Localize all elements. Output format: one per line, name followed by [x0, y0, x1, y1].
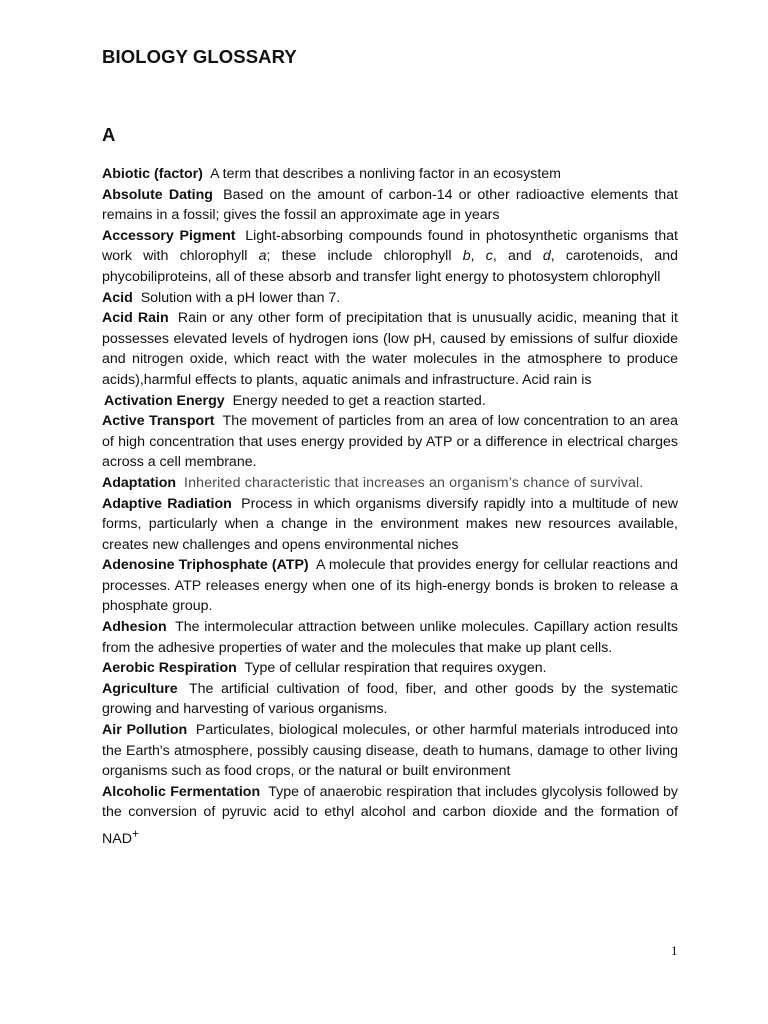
separator: , and — [492, 248, 543, 265]
term: Acid — [102, 289, 133, 306]
definition: Rain or any other form of precipitation that is unusually acidic, meaning that it possesses elevated levels of hydrogen ions (low pH, caused by emissions of sulfur dioxide and nitrogen oxide, which react with the water molecules in the atmosphere to produce acids),harmful effects to plants, aquatic animals and infrastructure. Acid rain is — [102, 310, 678, 388]
term: Activation Energy — [104, 392, 225, 409]
term: Adaptation — [102, 474, 177, 491]
definition: Energy needed to get a reaction started. — [232, 392, 486, 409]
glossary-entries — [102, 164, 678, 849]
glossary-entry-air-pollution — [102, 720, 678, 782]
term: Adhesion — [102, 619, 167, 636]
definition-text: , carotenoids, and phycobiliproteins, all of these absorb and transfer light energy to photosystem chlorophyll — [102, 248, 678, 285]
italic-d: d — [542, 248, 551, 265]
definition: Inherited characteristic that increases an organism’s chance of survival. — [184, 474, 644, 491]
term: Abiotic (factor) — [102, 166, 203, 182]
italic-a: a — [258, 248, 267, 265]
definition: Particulates, biological molecules, or other harmful materials introduced into the Earth's atmosphere, possibly causing disease, death to humans, damage to other living organisms such as food crops, or the natural or built environment — [102, 722, 678, 780]
glossary-entry-absolute-dating — [102, 185, 678, 226]
glossary-entry-aerobic-respiration — [102, 658, 678, 679]
glossary-entry-alcoholic-fermentation — [102, 782, 678, 850]
glossary-entry-atp — [102, 555, 678, 617]
term: Air Pollution — [102, 722, 188, 739]
glossary-entry-accessory-pigment — [102, 226, 678, 288]
definition-text: ; these include chlorophyll — [266, 248, 463, 265]
italic-c: c — [485, 248, 493, 265]
glossary-entry-abiotic — [102, 164, 678, 185]
term: Alcoholic Fermentation — [102, 783, 261, 800]
superscript-plus: + — [131, 826, 139, 840]
glossary-entry-agriculture — [102, 679, 678, 720]
glossary-entry-adhesion — [102, 617, 678, 658]
definition: A term that describes a nonliving factor in an ecosystem — [210, 166, 561, 182]
glossary-entry-active-transport — [102, 411, 678, 473]
definition: Type of cellular respiration that requires oxygen. — [244, 660, 547, 677]
separator: , — [470, 248, 486, 265]
definition-text: Type of anaerobic respiration that includes glycolysis followed by the conversion of pyruvic acid to ethyl alcohol and carbon dioxide and the formation of NAD — [102, 783, 678, 847]
definition: Based on the amount of carbon-14 or other radioactive elements that remains in a fossil; gives the fossil an approximate age in years — [102, 186, 678, 224]
section-heading-a: A — [102, 124, 116, 145]
term: Acid Rain — [102, 310, 169, 327]
definition: A molecule that provides energy for cellular reactions and processes. ATP releases energy when one of its high-energy bonds is broken to release a phosphate group. — [102, 557, 678, 615]
definition-text: Light-absorbing compounds found in photosynthetic organisms that work with chlorophyll — [102, 227, 679, 265]
glossary-entry-acid-rain — [102, 308, 678, 390]
glossary-title: BIOLOGY GLOSSARY — [102, 46, 297, 67]
definition: The artificial cultivation of food, fiber, and other goods by the systematic growing and harvesting of various organisms. — [102, 680, 678, 718]
definition: Solution with a pH lower than 7. — [140, 289, 341, 306]
term: Active Transport — [102, 413, 215, 430]
term: Absolute Dating — [102, 186, 213, 203]
term: Adaptive Radiation — [102, 495, 232, 512]
glossary-entry-adaptation — [102, 473, 678, 494]
glossary-entry-acid — [102, 288, 678, 309]
term: Aerobic Respiration — [102, 660, 237, 677]
glossary-entry-activation-energy — [102, 391, 678, 412]
italic-b: b — [462, 248, 471, 265]
definition: The movement of particles from an area of low concentration to an area of high concentration that uses energy provided by ATP or a difference in electrical charges across a cell membrane. — [102, 413, 678, 471]
definition: Process in which organisms diversify rapidly into a multitude of new forms, particularly when a change in the environment makes new resources available, creates new challenges and opens environmental niches — [102, 495, 678, 553]
term: Agriculture — [102, 680, 178, 697]
page-number: 1 — [671, 943, 678, 958]
term: Accessory Pigment — [102, 227, 236, 244]
glossary-entry-adaptive-radiation — [102, 494, 678, 556]
definition: The intermolecular attraction between unlike molecules. Capillary action results from the adhesive properties of water and the molecules that make up plant cells. — [102, 619, 678, 656]
term: Adenosine Triphosphate (ATP) — [102, 557, 309, 574]
